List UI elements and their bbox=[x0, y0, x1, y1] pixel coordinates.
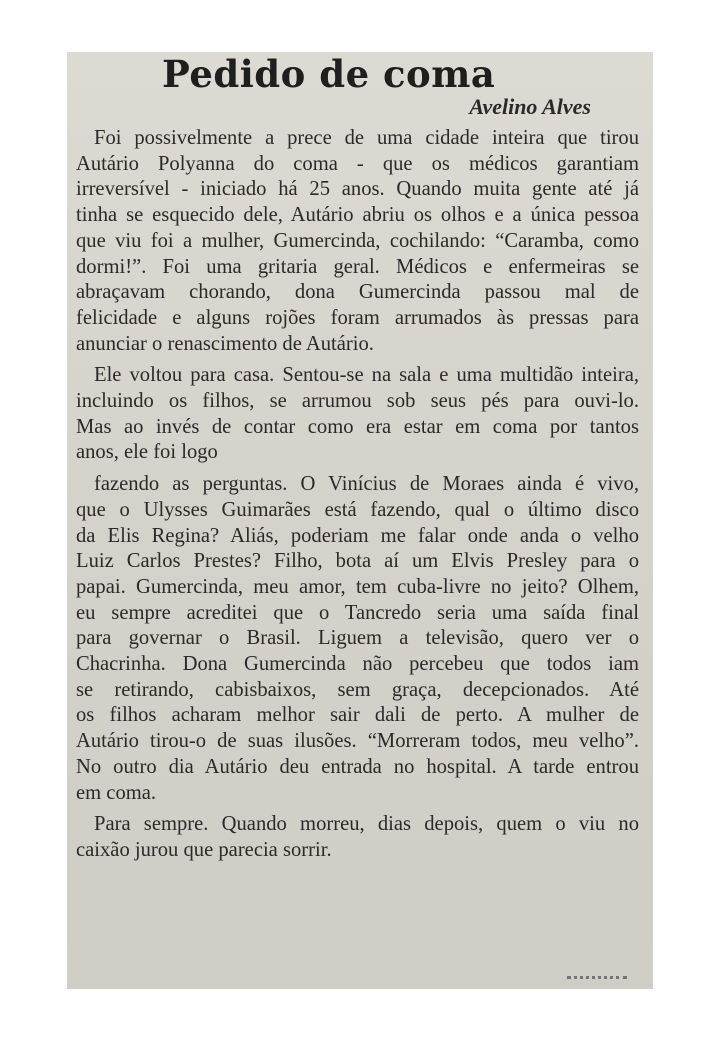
article-line: anos, ele foi logo bbox=[76, 441, 218, 464]
article-body bbox=[76, 126, 639, 864]
article-line: dormi!”. Foi uma gritaria geral. Médicos e enfermeiras se bbox=[76, 255, 639, 278]
article-line: Luiz Carlos Prestes? Filho, bota aí um Elvis Presley para o bbox=[76, 550, 639, 573]
article-line: Autário Polyanna do coma - que os médicos garantiam bbox=[76, 152, 639, 175]
newspaper-clipping bbox=[67, 52, 653, 989]
article-line: em coma. bbox=[76, 781, 157, 804]
article-line: para governar o Brasil. Liguem a televisão, quero ver o bbox=[76, 627, 639, 650]
article-line: tinha se esquecido dele, Autário abriu os olhos e a única pessoa bbox=[76, 204, 639, 227]
article-line: da Elis Regina? Aliás, poderiam me falar onde anda o velho bbox=[76, 524, 639, 547]
article-line: Ele voltou para casa. Sentou-se na sala e uma multidão inteira, bbox=[94, 364, 639, 387]
article-line: papai. Gumercinda, meu amor, tem cuba-livre no jeito? Olhem, bbox=[76, 575, 639, 598]
article-line: abraçavam chorando, dona Gumercinda passou mal de bbox=[76, 281, 639, 304]
article-line: Foi possivelmente a prece de uma cidade inteira que tirou bbox=[94, 127, 639, 149]
article-line: eu sempre acreditei que o Tancredo seria uma saída final bbox=[76, 601, 639, 624]
article-title: Pedido de coma bbox=[162, 52, 496, 96]
article-line: felicidade e alguns rojões foram arrumados às pressas para bbox=[76, 306, 639, 329]
article-author: Avelino Alves bbox=[469, 94, 591, 119]
article-line: que viu foi a mulher, Gumercinda, cochilando: “Caramba, como bbox=[76, 229, 639, 252]
article-line: Autário tirou-o de suas ilusões. “Morreram todos, meu velho”. bbox=[76, 730, 639, 753]
article-line: anunciar o renascimento de Autário. bbox=[76, 332, 374, 355]
article-line: os filhos acharam melhor sair dali de perto. A mulher de bbox=[76, 704, 639, 727]
article-line: fazendo as perguntas. O Vinícius de Moraes ainda é vivo, bbox=[94, 473, 639, 496]
article-line: caixão jurou que parecia sorrir. bbox=[76, 838, 332, 861]
article-line: Mas ao invés de contar como era estar em coma por tantos bbox=[76, 415, 639, 438]
print-artifact bbox=[567, 976, 627, 987]
article-line: Chacrinha. Dona Gumercinda não percebeu que todos iam bbox=[76, 653, 639, 676]
article-line: Para sempre. Quando morreu, dias depois, quem o viu no bbox=[94, 813, 639, 836]
article-line: irreversível - iniciado há 25 anos. Quando muita gente até já bbox=[76, 178, 639, 201]
article-line: que o Ulysses Guimarães está fazendo, qual o último disco bbox=[76, 498, 639, 521]
article-line: incluindo os filhos, se arrumou sob seus pés para ouvi-lo. bbox=[76, 390, 639, 413]
article-line: se retirando, cabisbaixos, sem graça, decepcionados. Até bbox=[76, 678, 639, 701]
article-line: No outro dia Autário deu entrada no hospital. A tarde entrou bbox=[76, 755, 639, 778]
